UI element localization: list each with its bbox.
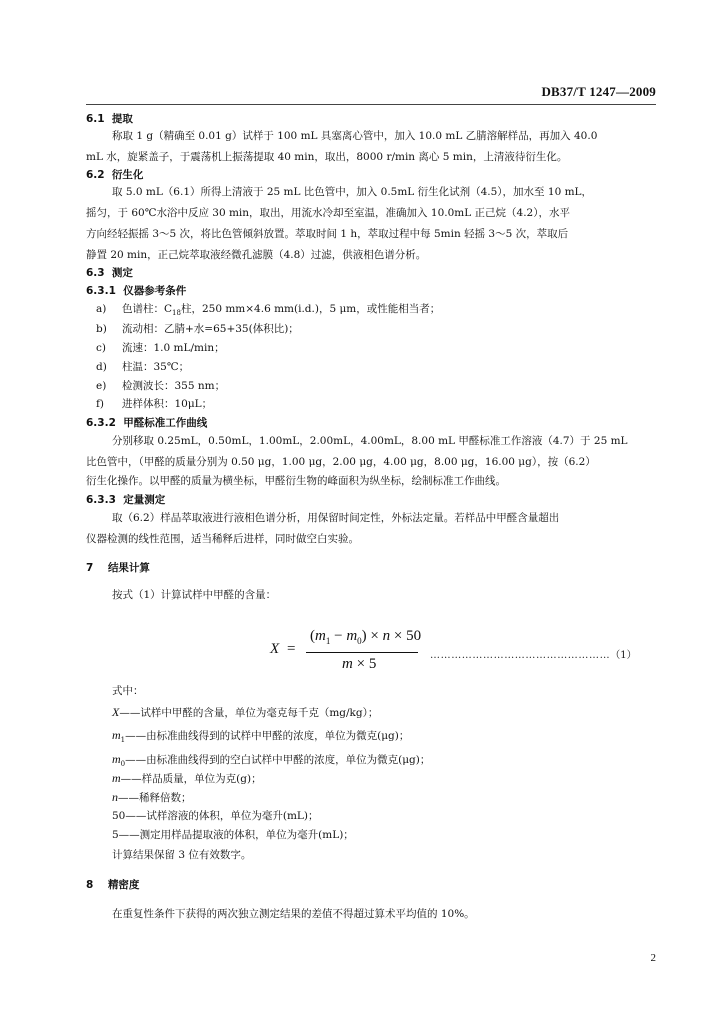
condition-item-label: e) (96, 380, 107, 392)
condition-item-text: 检测波长：355 nm； (122, 380, 226, 392)
heading-6-3 (86, 266, 133, 280)
heading-6-3-3-number: 6.3.3 (86, 494, 116, 506)
condition-item-text: 色谱柱：C (122, 303, 173, 315)
paragraph-6-2-line-2: 摇匀，于 60℃水浴中反应 30 min，取出，用流水冷却至室温，准确加入 10.0mL 正己烷（4.2），水平 (86, 207, 570, 219)
heading-6-2-number: 6.2 (86, 169, 105, 181)
heading-8-title: 精密度 (107, 879, 140, 891)
where-label: 式中： (112, 685, 144, 697)
formula-constant-50: 50 (406, 628, 422, 644)
heading-6-3-2-number: 6.3.2 (86, 417, 116, 429)
leader-dots: …………………………………………… (430, 650, 611, 661)
formula-times: × (352, 656, 369, 672)
definition-line: 50——试样溶液的体积，单位为毫升(mL)； (112, 810, 319, 822)
paragraph-6-3-2-line-3: 衍生化操作。以甲醛的质量为横坐标，甲醛衍生物的峰面积为纵坐标，绘制标准工作曲线。 (86, 475, 506, 487)
heading-6-1 (86, 112, 133, 126)
formula-den-m: m (342, 656, 353, 672)
formula-lhs: X (270, 641, 280, 657)
condition-item-text-rest: 柱，250 mm×4.6 mm(i.d.)，5 μm，或性能相当者； (180, 303, 441, 315)
paragraph-6-3-2-line-1: 分别移取 0.25mL，0.50mL，1.00mL，2.00mL，4.00mL，8.00 mL 甲醛标准工作溶液（4.7）于 25 mL (112, 435, 628, 447)
condition-item-label: d) (96, 361, 107, 373)
heading-7-title: 结果计算 (107, 562, 150, 574)
definition-line: 5——测定用样品提取液的体积，单位为毫升(mL)； (112, 829, 354, 841)
heading-7-number: 7 (86, 562, 94, 574)
condition-item (96, 322, 299, 336)
heading-8 (86, 878, 139, 892)
paragraph-6-3-2-line-2: 比色管中，（甲醛的质量分别为 0.50 μg，1.00 μg，2.00 μg，4.00 μg，8.00 μg，16.00 μg），按（6.2） (86, 456, 596, 468)
formula-m1-subscript: 1 (325, 636, 331, 646)
heading-6-1-number: 6.1 (86, 113, 105, 125)
formula-times: × (390, 628, 407, 644)
definition-symbol: X (112, 705, 120, 719)
paragraph-6-2-line-1: 取 5.0 mL（6.1）所得上清液于 25 mL 比色管中，加入 0.5mL 衍生化试剂（4.5），加水至 10 mL， (112, 186, 593, 198)
condition-item-text: 流速：1.0 mL/min； (122, 342, 225, 354)
heading-6-3-3-title: 定量测定 (123, 494, 166, 506)
definition-text: ——由标准曲线得到的试样中甲醛的浓度，单位为微克(μg)； (125, 730, 410, 742)
formula-denominator (342, 656, 376, 673)
heading-6-3-1 (86, 284, 186, 298)
definition-line (112, 728, 409, 747)
heading-6-2 (86, 168, 143, 182)
heading-6-3-1-number: 6.3.1 (86, 285, 116, 297)
definition-symbol: m (112, 728, 121, 742)
heading-7 (86, 561, 150, 575)
condition-item (96, 397, 212, 411)
heading-6-3-title: 测定 (111, 267, 133, 279)
paragraph-6-1-line-2: mL 水，旋紧盖子，于震荡机上振荡提取 40 min，取出，8000 r/min 离心 5 min，上清液待衍生化。 (86, 151, 568, 163)
formula-minus: − (330, 628, 347, 644)
paragraph-6-3-3-line-2: 仪器检测的线性范围，适当稀释后进样，同时做空白实验。 (86, 533, 359, 545)
formula-numerator (310, 628, 421, 646)
definition-line (112, 790, 192, 805)
condition-item-text: 流动相：乙腈+水=65+35(体积比)； (122, 323, 299, 335)
condition-item-label: c) (96, 342, 106, 354)
standard-number: DB37/T 1247—2009 (541, 84, 656, 99)
formula-m1: m (315, 628, 326, 644)
heading-6-2-title: 衍生化 (111, 169, 144, 181)
definition-line (112, 705, 378, 720)
equation-number-leader (430, 646, 637, 661)
formula-paren-open: ( (310, 628, 315, 644)
condition-item-label: a) (96, 303, 107, 315)
condition-item-label: b) (96, 323, 107, 335)
definition-line (112, 752, 430, 771)
heading-6-1-title: 提取 (111, 113, 133, 125)
heading-6-3-3 (86, 493, 165, 507)
formula-paren-close: ) (361, 628, 367, 644)
formula-fraction-bar (306, 652, 418, 653)
heading-6-3-number: 6.3 (86, 267, 105, 279)
paragraph-6-3-3-line-1: 取（6.2）样品萃取液进行液相色谱分析，用保留时间定性，外标法定量。若样品中甲醛含量超出 (112, 512, 560, 524)
header-rule (86, 104, 656, 105)
definition-text: ——稀释倍数； (118, 792, 192, 804)
formula-equals: = (287, 641, 296, 657)
condition-item (96, 302, 440, 320)
definition-symbol-subscript: 0 (120, 760, 126, 769)
heading-6-3-2-title: 甲醛标准工作曲线 (123, 417, 208, 429)
result-precision-note: 计算结果保留 3 位有效数字。 (112, 849, 252, 861)
formula-n: n (382, 628, 391, 644)
paragraph-8: 在重复性条件下获得的两次独立测定结果的差值不得超过算术平均值的 10%。 (112, 908, 475, 920)
definition-symbol: n (112, 790, 118, 804)
condition-item (96, 360, 189, 374)
condition-item (96, 379, 225, 393)
definition-symbol: m (112, 771, 121, 785)
condition-item-label: f) (96, 398, 104, 410)
paragraph-6-1-line-1: 称取 1 g（精确至 0.01 g）试样于 100 mL 具塞离心管中，加入 10.0 mL 乙腈溶解样品，再加入 40.0 (112, 130, 598, 142)
heading-6-3-2 (86, 416, 207, 430)
condition-item (96, 341, 225, 355)
heading-6-3-1-title: 仪器参考条件 (123, 285, 187, 297)
paragraph-6-2-line-3: 方向经轻振摇 3～5 次，将比色管倾斜放置。萃取时间 1 h，萃取过程中每 5min 轻摇 3～5 次，萃取后 (86, 228, 569, 240)
formula-intro: 按式（1）计算试样中甲醛的含量： (112, 589, 277, 601)
definition-text: ——样品质量，单位为克(g)； (120, 773, 262, 785)
formula-constant-5: 5 (368, 656, 377, 672)
formula-m0: m (346, 628, 358, 644)
definition-text: ——试样中甲醛的含量，单位为毫克每千克（mg/kg）； (119, 707, 379, 719)
definition-text: ——由标准曲线得到的空白试样中甲醛的浓度，单位为微克(μg)； (125, 754, 431, 766)
page-number: 2 (650, 952, 656, 964)
definition-symbol-subscript: 1 (120, 736, 126, 745)
definition-line (112, 771, 262, 786)
condition-item-subscript: 18 (172, 309, 181, 318)
condition-item-text: 柱温：35℃； (122, 361, 190, 373)
condition-item-text: 进样体积：10μL； (122, 398, 213, 410)
paragraph-6-2-line-4: 静置 20 min，正己烷萃取液经微孔滤膜（4.8）过滤，供液相色谱分析。 (86, 249, 427, 261)
formula-times: × (366, 628, 383, 644)
definition-symbol: m (112, 752, 121, 766)
equation-number: （1） (610, 650, 637, 661)
heading-8-number: 8 (86, 879, 94, 891)
formula-m0-subscript: 0 (357, 636, 362, 646)
